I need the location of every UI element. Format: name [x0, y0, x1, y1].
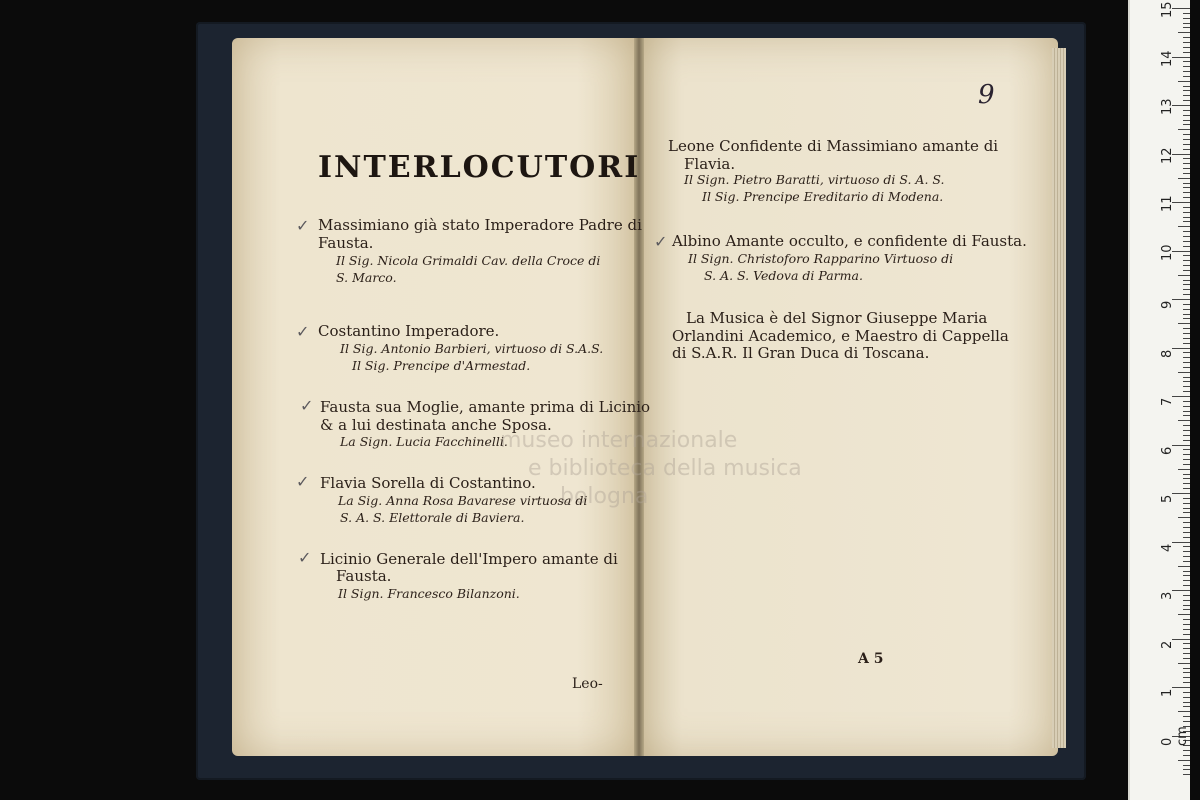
ruler-number: 5 [1160, 494, 1175, 503]
ruler-tick [1172, 639, 1190, 640]
ruler-tick [1178, 614, 1190, 615]
ruler-tick [1183, 381, 1190, 382]
ruler-tick [1183, 546, 1190, 547]
ruler-tick [1178, 129, 1190, 130]
ruler-tick [1183, 100, 1190, 101]
ruler-tick [1183, 61, 1190, 62]
ruler-tick [1183, 682, 1190, 683]
ruler-tick [1183, 314, 1190, 315]
ruler-tick [1183, 139, 1190, 140]
book-spine [634, 38, 644, 756]
ruler-tick [1183, 503, 1190, 504]
ruler-tick [1178, 178, 1190, 179]
watermark-line-1: museo internazionale [500, 428, 738, 453]
ruler-tick [1178, 32, 1190, 33]
character-actor: Il Sign. Pietro Baratti, virtuoso di S. A. S. [684, 172, 945, 187]
character-role: Costantino Imperadore. [318, 322, 500, 340]
ruler-tick [1183, 440, 1190, 441]
ruler-tick [1183, 765, 1190, 766]
music-credit: La Musica è del Signor Giuseppe Maria [686, 309, 988, 327]
ruler-tick [1183, 289, 1190, 290]
left-page [232, 38, 641, 756]
ruler-tick [1183, 522, 1190, 523]
ruler-number: 7 [1160, 397, 1175, 406]
ruler-tick [1183, 605, 1190, 606]
signature-mark: A 5 [858, 651, 884, 667]
character-role: Licinio Generale dell'Impero amante di [320, 550, 618, 568]
ruler-tick [1183, 508, 1190, 509]
character-role: & a lui destinata anche Sposa. [320, 416, 552, 434]
ruler-tick [1183, 425, 1190, 426]
ruler-tick [1183, 207, 1190, 208]
ruler-number: 4 [1160, 543, 1175, 552]
ruler-number: 2 [1160, 640, 1175, 649]
ruler-tick [1183, 71, 1190, 72]
music-credit: di S.A.R. Il Gran Duca di Toscana. [672, 344, 930, 362]
ruler-number: 9 [1160, 300, 1175, 309]
ruler-tick [1183, 595, 1190, 596]
ruler-tick [1183, 328, 1190, 329]
check-mark-icon: ✓ [300, 396, 314, 415]
ruler-tick [1183, 411, 1190, 412]
ruler-number: 14 [1160, 49, 1175, 67]
character-role: Albino Amante occulto, e confidente di Fausta. [672, 232, 1027, 250]
character-actor: Il Sig. Antonio Barbieri, virtuoso di S.A.S. [340, 341, 604, 356]
ruler-tick [1183, 406, 1190, 407]
ruler-tick [1178, 420, 1190, 421]
character-role: Leone Confidente di Massimiano amante di [668, 137, 999, 155]
ruler-tick [1183, 115, 1190, 116]
ruler-tick [1183, 158, 1190, 159]
ruler-tick [1183, 333, 1190, 334]
ruler-tick [1183, 197, 1190, 198]
ruler-tick [1183, 532, 1190, 533]
ruler-tick [1183, 280, 1190, 281]
ruler-number: 13 [1160, 98, 1175, 115]
ruler-tick [1183, 357, 1190, 358]
ruler-tick [1183, 677, 1190, 678]
watermark-line-3: bologna [560, 484, 649, 509]
ruler-tick [1183, 454, 1190, 455]
ruler-tick [1183, 42, 1190, 43]
character-role: Fausta. [336, 567, 392, 585]
ruler-tick [1183, 527, 1190, 528]
character-role: Massimiano già stato Imperadore Padre di [318, 216, 642, 234]
ruler-tick [1178, 517, 1190, 518]
ruler-tick [1172, 542, 1190, 543]
ruler-tick [1183, 706, 1190, 707]
ruler-tick [1183, 702, 1190, 703]
character-actor: Il Sig. Prencipe Ereditario di Modena. [702, 189, 944, 204]
ruler-tick [1183, 23, 1190, 24]
ruler-tick [1183, 430, 1190, 431]
ruler-tick [1183, 149, 1190, 150]
check-mark-icon: ✓ [296, 216, 310, 235]
ruler-tick [1183, 338, 1190, 339]
ruler-tick [1183, 241, 1190, 242]
check-mark-icon: ✓ [654, 232, 668, 251]
ruler-tick [1183, 362, 1190, 363]
ruler-tick [1183, 90, 1190, 91]
ruler-tick [1183, 377, 1190, 378]
ruler-tick [1183, 619, 1190, 620]
ruler-tick [1183, 120, 1190, 121]
ruler-tick [1183, 168, 1190, 169]
ruler-tick [1183, 697, 1190, 698]
character-role: Flavia Sorella di Costantino. [320, 474, 536, 492]
ruler-tick [1183, 76, 1190, 77]
check-mark-icon: ✓ [298, 548, 312, 567]
ruler-tick [1183, 755, 1190, 756]
ruler-tick [1183, 265, 1190, 266]
ruler-tick [1183, 643, 1190, 644]
ruler-tick [1183, 648, 1190, 649]
ruler-tick [1178, 275, 1190, 276]
ruler-tick [1183, 192, 1190, 193]
ruler-tick [1183, 236, 1190, 237]
ruler-tick [1183, 415, 1190, 416]
ruler-tick [1183, 183, 1190, 184]
ruler-tick [1172, 445, 1190, 446]
ruler-tick [1183, 173, 1190, 174]
ruler-tick [1183, 144, 1190, 145]
ruler-tick [1183, 653, 1190, 654]
ruler-tick [1183, 537, 1190, 538]
ruler-tick [1183, 580, 1190, 581]
ruler-tick [1183, 270, 1190, 271]
ruler-tick [1183, 498, 1190, 499]
ruler-tick [1183, 221, 1190, 222]
ruler-tick [1183, 401, 1190, 402]
page-edges [1052, 48, 1066, 748]
ruler-tick [1183, 672, 1190, 673]
ruler-tick [1183, 294, 1190, 295]
ruler-tick [1183, 217, 1190, 218]
ruler-tick [1178, 81, 1190, 82]
ruler-tick [1183, 571, 1190, 572]
ruler-tick [1183, 18, 1190, 19]
ruler-tick [1178, 663, 1190, 664]
ruler-tick [1183, 478, 1190, 479]
character-actor: S. A. S. Vedova di Parma. [704, 268, 863, 283]
music-credit: Orlandini Academico, e Maestro di Cappella [672, 327, 1009, 345]
ruler-tick [1183, 246, 1190, 247]
ruler-tick [1183, 556, 1190, 557]
ruler-tick [1183, 585, 1190, 586]
ruler-tick [1183, 551, 1190, 552]
ruler-tick [1178, 226, 1190, 227]
watermark-line-2: e biblioteca della musica [528, 456, 802, 481]
ruler-tick [1183, 255, 1190, 256]
character-actor: S. A. S. Elettorale di Baviera. [340, 510, 525, 525]
ruler-tick [1183, 609, 1190, 610]
ruler-tick [1183, 187, 1190, 188]
ruler-tick [1183, 124, 1190, 125]
ruler-tick [1183, 692, 1190, 693]
ruler-tick [1183, 13, 1190, 14]
character-role: Fausta. [318, 234, 374, 252]
ruler-tick [1178, 372, 1190, 373]
character-role: Flavia. [684, 155, 736, 173]
character-role: Fausta sua Moglie, amante prima di Licinio [320, 398, 651, 416]
character-actor: La Sign. Lucia Facchinelli. [340, 434, 508, 449]
ruler-tick [1183, 110, 1190, 111]
catchword: Leo- [572, 676, 603, 692]
page-number: 9 [978, 80, 995, 110]
character-actor: La Sig. Anna Rosa Bavarese virtuosa di [338, 493, 588, 508]
ruler-tick [1183, 212, 1190, 213]
ruler-tick [1183, 284, 1190, 285]
ruler-tick [1183, 769, 1190, 770]
ruler-tick [1183, 95, 1190, 96]
ruler-tick [1183, 449, 1190, 450]
ruler-tick [1183, 86, 1190, 87]
ruler-tick [1183, 464, 1190, 465]
ruler-tick [1183, 318, 1190, 319]
character-actor: Il Sig. Nicola Grimaldi Cav. della Croce di [336, 253, 601, 268]
ruler-tick [1183, 134, 1190, 135]
ruler-tick [1183, 629, 1190, 630]
ruler-tick [1178, 711, 1190, 712]
page-heading: INTERLOCUTORI [318, 150, 641, 185]
ruler-tick [1183, 386, 1190, 387]
ruler-tick [1183, 488, 1190, 489]
ruler-number: 11 [1160, 195, 1175, 212]
character-actor: Il Sign. Christoforo Rapparino Virtuoso di [688, 251, 954, 266]
ruler-tick [1183, 260, 1190, 261]
character-actor: Il Sign. Francesco Bilanzoni. [338, 586, 520, 601]
ruler-number: 12 [1160, 146, 1175, 164]
ruler-tick [1183, 304, 1190, 305]
ruler-tick [1183, 37, 1190, 38]
character-actor: S. Marco. [336, 270, 397, 285]
ruler-tick [1183, 750, 1190, 751]
ruler-tick [1183, 561, 1190, 562]
ruler-tick [1183, 435, 1190, 436]
ruler-tick [1183, 343, 1190, 344]
measuring-ruler [1128, 0, 1190, 800]
check-mark-icon: ✓ [296, 322, 310, 341]
ruler-tick [1178, 469, 1190, 470]
ruler-tick [1183, 27, 1190, 28]
ruler-number: 15 [1160, 1, 1175, 18]
ruler-tick [1183, 624, 1190, 625]
ruler-tick [1183, 391, 1190, 392]
ruler-tick [1183, 600, 1190, 601]
ruler-tick [1183, 367, 1190, 368]
ruler-tick [1183, 774, 1190, 775]
ruler-tick [1183, 66, 1190, 67]
ruler-number: 10 [1160, 243, 1175, 261]
ruler-number: 3 [1160, 591, 1175, 600]
ruler-tick [1183, 309, 1190, 310]
check-mark-icon: ✓ [296, 472, 310, 491]
ruler-number: 0 cm [1160, 725, 1190, 746]
ruler-tick [1183, 483, 1190, 484]
ruler-tick [1183, 459, 1190, 460]
ruler-tick [1178, 323, 1190, 324]
ruler-tick [1183, 512, 1190, 513]
ruler-tick [1183, 634, 1190, 635]
ruler-tick [1183, 352, 1190, 353]
ruler-tick [1183, 231, 1190, 232]
character-actor: Il Sig. Prencipe d'Armestad. [352, 358, 531, 373]
ruler-tick [1172, 348, 1190, 349]
ruler-tick [1183, 575, 1190, 576]
ruler-tick [1183, 658, 1190, 659]
ruler-tick [1183, 668, 1190, 669]
ruler-number: 8 [1160, 349, 1175, 358]
ruler-tick [1178, 566, 1190, 567]
ruler-number: 6 [1160, 446, 1175, 455]
ruler-tick [1178, 760, 1190, 761]
ruler-number: 1 [1160, 688, 1175, 697]
ruler-tick [1183, 47, 1190, 48]
ruler-tick [1183, 163, 1190, 164]
ruler-tick [1183, 52, 1190, 53]
ruler-tick [1183, 474, 1190, 475]
